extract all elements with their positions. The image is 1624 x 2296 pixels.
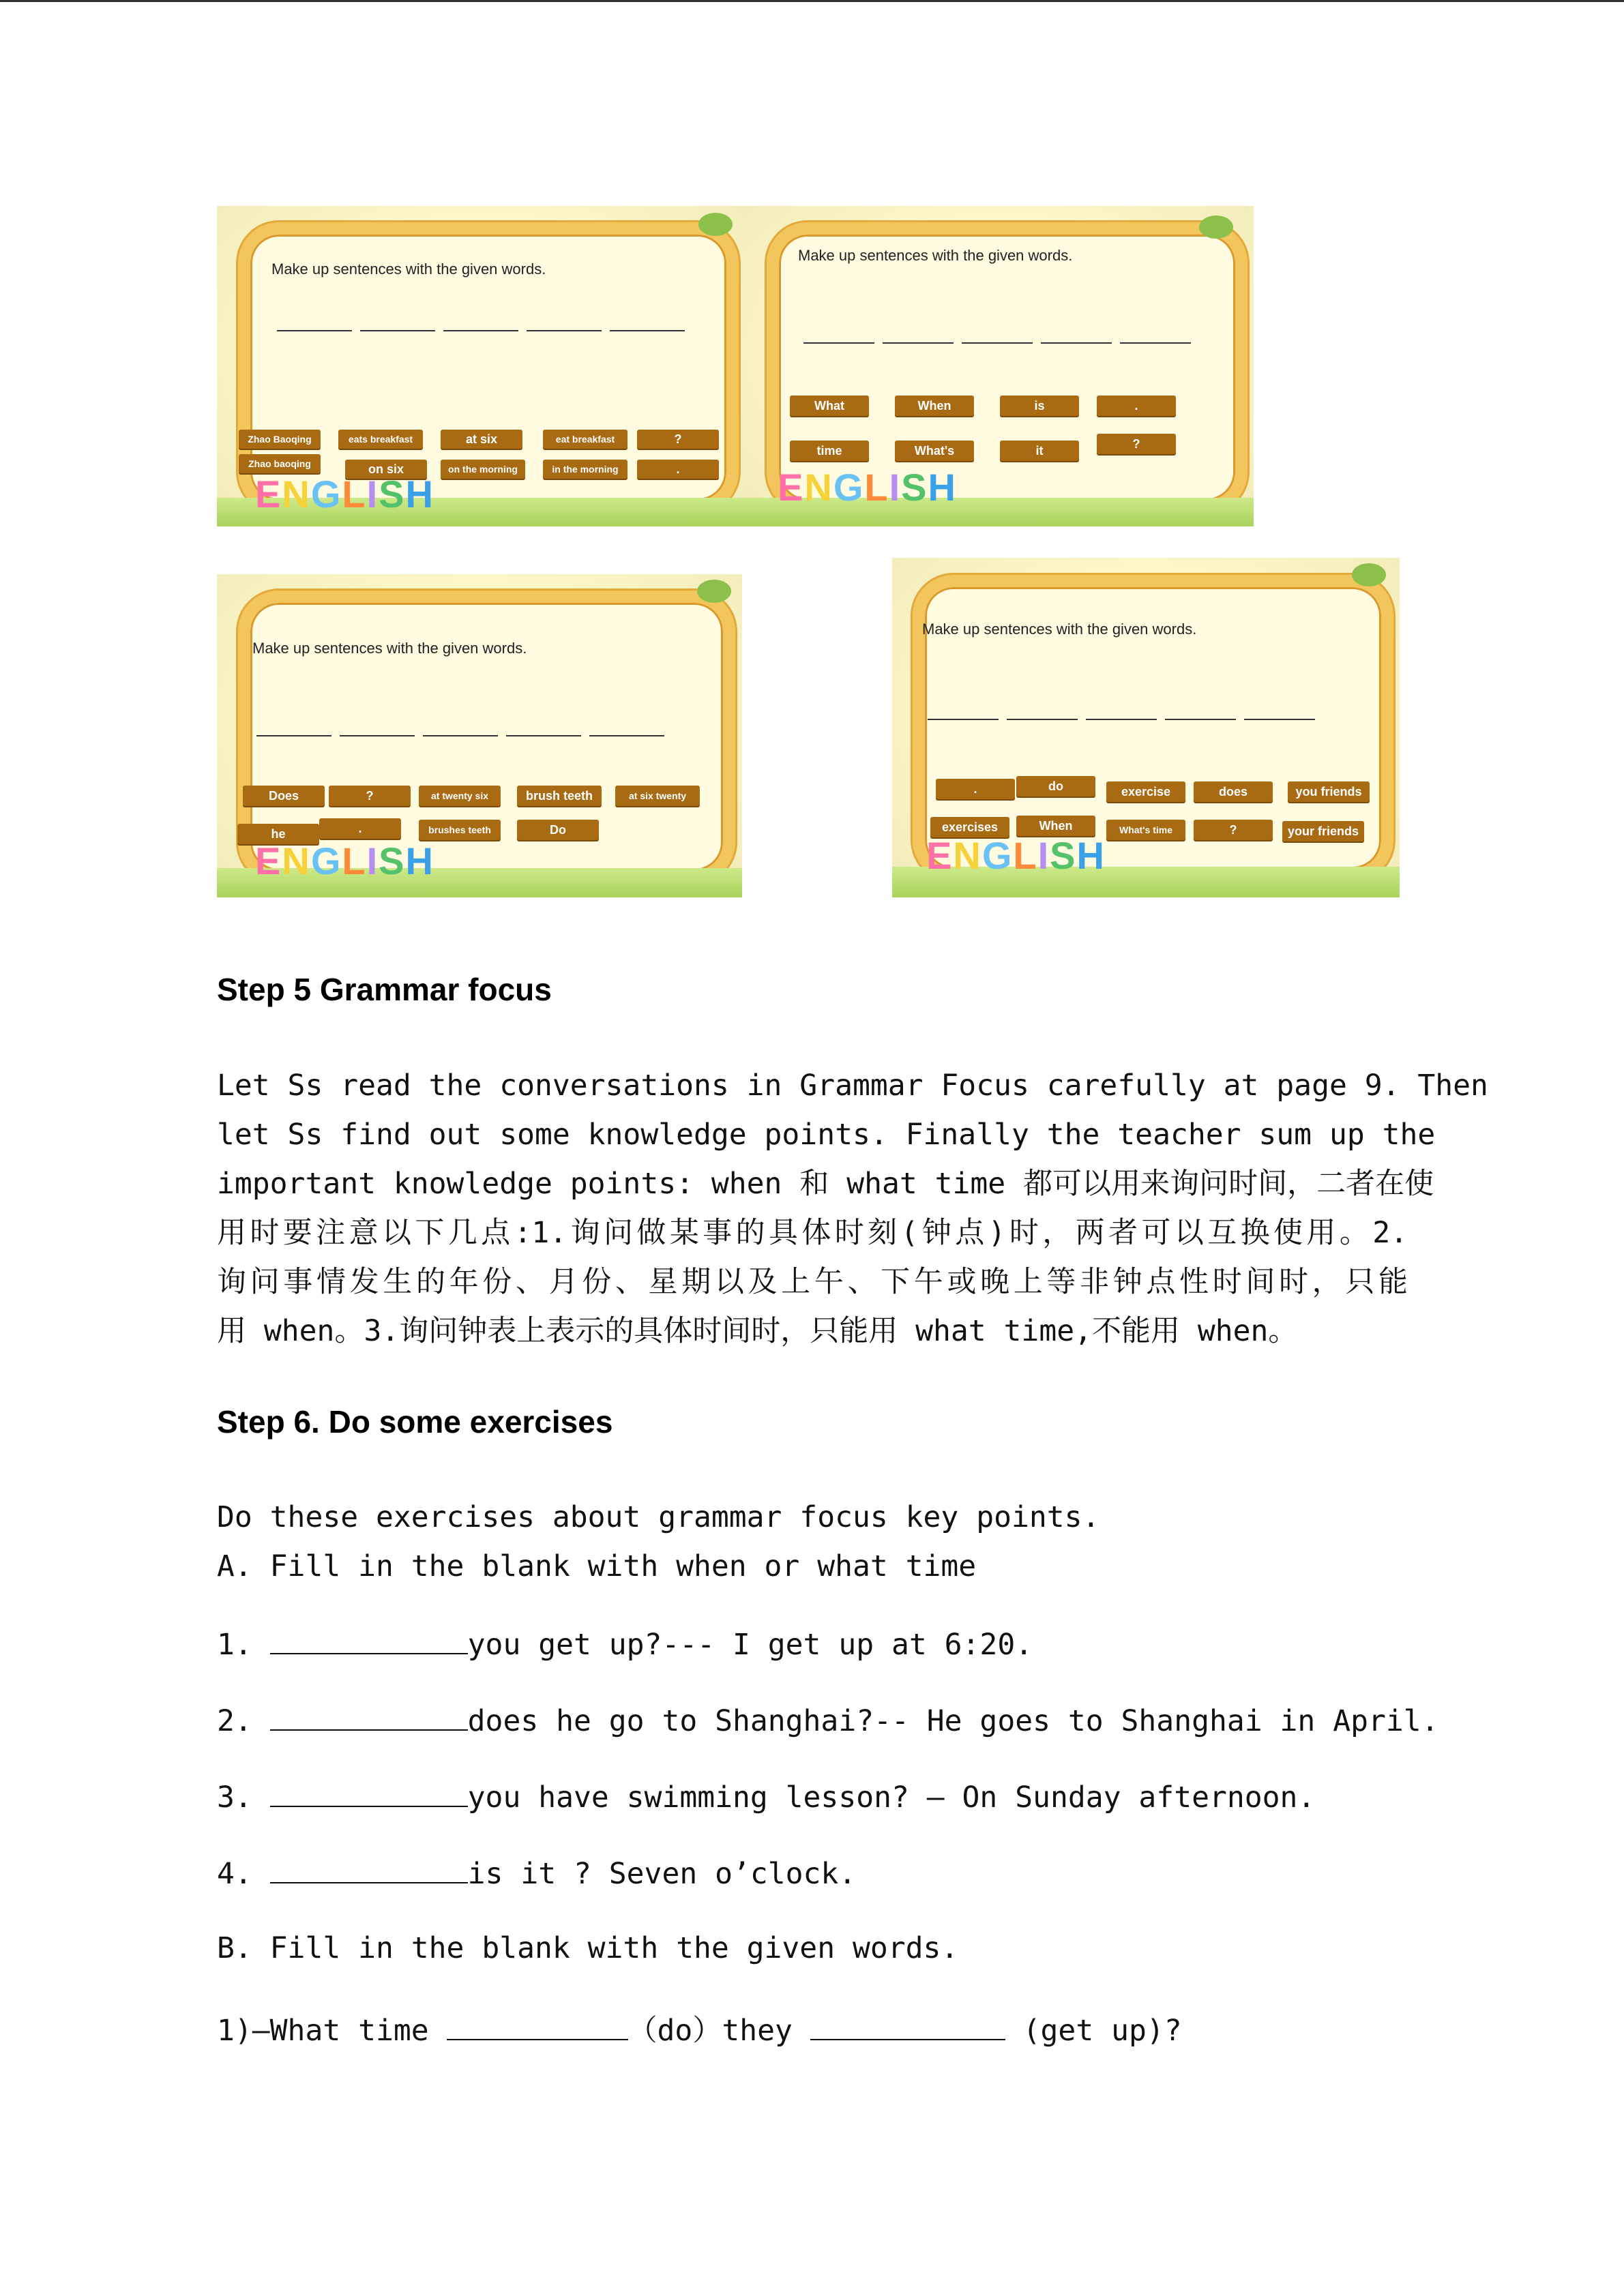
word-chip[interactable]: When [895, 396, 974, 416]
item-number: 2. [217, 1704, 270, 1738]
logo-letter: G [310, 473, 342, 516]
word-chip[interactable]: it [1000, 441, 1079, 461]
word-chip[interactable]: brushes teeth [419, 820, 501, 840]
answer-blank[interactable] [270, 1702, 468, 1731]
logo-letter: N [282, 473, 311, 516]
answer-blank [360, 330, 435, 331]
logo-letter: E [255, 473, 282, 516]
word-chip[interactable]: is [1000, 396, 1079, 416]
english-logo [778, 465, 957, 509]
exercise-item-2 [217, 1702, 1439, 1738]
logo-letter: S [1050, 834, 1077, 877]
answer-blank [1041, 342, 1112, 344]
logo-letter: N [953, 834, 982, 877]
word-chip[interactable]: on six [345, 460, 427, 479]
word-chip[interactable]: exercise [1106, 781, 1185, 802]
answer-blank[interactable] [270, 1626, 468, 1654]
logo-letter: G [833, 466, 865, 509]
word-chip[interactable]: . [319, 818, 401, 839]
decor-bush [698, 213, 733, 236]
answer-blank [589, 735, 664, 736]
answer-blank [443, 330, 518, 331]
answer-blank[interactable] [270, 1778, 468, 1807]
word-chip[interactable]: Zhao Baoqing [239, 430, 321, 449]
logo-letter: G [310, 839, 342, 882]
word-chip[interactable]: at six twenty [615, 786, 700, 806]
step5-paragraph [217, 1061, 1488, 1356]
item-number: 4. [217, 1857, 270, 1891]
step6-heading: Step 6. Do some exercises [217, 1404, 613, 1440]
decor-bush [1199, 215, 1233, 239]
item-number: 1. [217, 1628, 270, 1662]
word-chip[interactable]: . [936, 779, 1015, 799]
logo-letter: L [864, 466, 889, 509]
word-chip[interactable]: What [790, 396, 869, 416]
item-text: does he go to Shanghai?-- He goes to Shanghai in April. [467, 1704, 1439, 1738]
logo-letter: N [804, 466, 833, 509]
answer-blank [883, 342, 954, 344]
word-chip[interactable]: at twenty six [419, 786, 501, 806]
answer-blank [277, 330, 352, 331]
logo-letter: H [405, 473, 434, 516]
exercise-item-3 [217, 1778, 1315, 1815]
word-chip[interactable]: Do [517, 820, 599, 840]
paragraph-line: 询问事情发生的年份、月份、星期以及上午、下午或晚上等非钟点性时间时，只能 [217, 1265, 1408, 1299]
answer-blank [1165, 719, 1236, 720]
word-chip[interactable]: at six [441, 430, 522, 449]
word-chip[interactable]: When [1016, 816, 1095, 836]
logo-letter: H [1076, 834, 1106, 877]
word-chip[interactable]: time [790, 441, 869, 461]
slide-prompt: Make up sentences with the given words. [271, 260, 546, 278]
answer-blank [928, 719, 999, 720]
decor-bush [1352, 563, 1386, 586]
logo-letter: N [282, 839, 311, 882]
word-chip[interactable]: What's [895, 441, 974, 461]
word-chip[interactable]: eats breakfast [338, 430, 423, 449]
answer-blank [340, 735, 415, 736]
word-chip[interactable]: ? [1194, 820, 1273, 840]
part-a-instruction: A. Fill in the blank with when or what time [217, 1549, 977, 1583]
logo-letter: H [405, 839, 434, 882]
logo-letter: L [342, 473, 367, 516]
verb-hint: (get up)? [1005, 2014, 1182, 2048]
logo-letter: L [342, 839, 367, 882]
word-chip[interactable]: What's time [1106, 820, 1185, 840]
part-b-item-1 [217, 2008, 1182, 2049]
word-chip[interactable]: Zhao baoqing [239, 454, 321, 473]
answer-blank[interactable] [810, 2012, 1005, 2040]
logo-letter: S [379, 473, 406, 516]
word-chip[interactable]: . [637, 460, 719, 479]
decor-bush [697, 580, 731, 603]
word-chip[interactable]: ? [329, 786, 411, 806]
answer-blank [1120, 342, 1191, 344]
word-chip[interactable]: Does [243, 786, 325, 806]
exercise-slide-2 [746, 206, 1254, 526]
step5-heading: Step 5 Grammar focus [217, 972, 552, 1007]
answer-blank [803, 342, 874, 344]
logo-letter: S [379, 839, 406, 882]
answer-blank [610, 330, 685, 331]
item-number: 3. [217, 1780, 270, 1815]
answer-blank[interactable] [447, 2012, 628, 2040]
word-chip[interactable]: exercises [930, 817, 1009, 837]
answer-blank [962, 342, 1033, 344]
step6-intro: Do these exercises about grammar focus key points. [217, 1500, 1100, 1534]
english-logo [255, 472, 434, 516]
logo-letter: G [981, 834, 1014, 877]
word-chip[interactable]: on the morning [441, 460, 525, 479]
logo-letter: L [1013, 834, 1038, 877]
slide-prompt: Make up sentences with the given words. [798, 247, 1073, 264]
word-chip[interactable]: ? [1097, 434, 1176, 454]
logo-letter: S [901, 466, 928, 509]
answer-blank[interactable] [270, 1855, 468, 1883]
logo-letter: I [889, 466, 902, 509]
paragraph-line: important knowledge points: when 和 what time 都可以用来询问时间，二者在使 [217, 1167, 1434, 1201]
page-top-border [0, 0, 1624, 2]
answer-blank [1007, 719, 1078, 720]
word-chip[interactable]: he [237, 824, 319, 844]
word-chip[interactable]: do [1016, 776, 1095, 796]
exercise-slide-4 [892, 558, 1400, 897]
exercise-item-1 [217, 1626, 1033, 1662]
paragraph-line: let Ss find out some knowledge points. Finally the teacher sum up the [217, 1118, 1436, 1152]
word-chip[interactable]: ? [637, 430, 719, 449]
word-chip[interactable]: brush teeth [517, 786, 602, 806]
word-chip[interactable]: your friends [1282, 821, 1364, 841]
paragraph-line: Let Ss read the conversations in Grammar Focus carefully at page 9. Then [217, 1069, 1488, 1103]
logo-letter: E [778, 466, 805, 509]
paragraph-line: 用时要注意以下几点:1.询问做某事的具体时刻(钟点)时，两者可以互换使用。2. [217, 1216, 1408, 1250]
exercise-item-4 [217, 1855, 856, 1891]
item-text: is it ? Seven o’clock. [467, 1857, 857, 1891]
word-chip[interactable]: does [1194, 781, 1273, 802]
word-chip[interactable]: in the morning [543, 460, 628, 479]
paragraph-line: 用 when。3.询问钟表上表示的具体时间时，只能用 what time,不能用 when。 [217, 1314, 1298, 1348]
answer-blank [1086, 719, 1157, 720]
slide-prompt: Make up sentences with the given words. [922, 621, 1197, 638]
logo-letter: I [366, 839, 379, 882]
verb-hint: （do）they [628, 2014, 810, 2048]
word-chip[interactable]: you friends [1288, 781, 1370, 802]
exercise-slide-1 [217, 206, 746, 526]
logo-letter: E [255, 839, 282, 882]
exercise-slide-3 [217, 574, 742, 897]
item-text: you get up?--- I get up at 6:20. [467, 1628, 1033, 1662]
logo-letter: E [926, 834, 954, 877]
answer-blank [256, 735, 331, 736]
word-chip[interactable]: . [1097, 396, 1176, 416]
logo-letter: I [1037, 834, 1050, 877]
logo-letter: H [928, 466, 957, 509]
answer-blank [506, 735, 581, 736]
item-prefix: 1)—What time [217, 2014, 447, 2048]
english-logo [926, 833, 1106, 878]
answer-blank [423, 735, 498, 736]
word-chip[interactable]: eat breakfast [543, 430, 628, 449]
item-text: you have swimming lesson? – On Sunday afternoon. [467, 1780, 1316, 1815]
english-logo [255, 839, 434, 883]
answer-blank [527, 330, 602, 331]
slide-prompt: Make up sentences with the given words. [252, 640, 527, 657]
logo-letter: I [366, 473, 379, 516]
answer-blank [1244, 719, 1315, 720]
part-b-instruction: B. Fill in the blank with the given words. [217, 1931, 959, 1965]
